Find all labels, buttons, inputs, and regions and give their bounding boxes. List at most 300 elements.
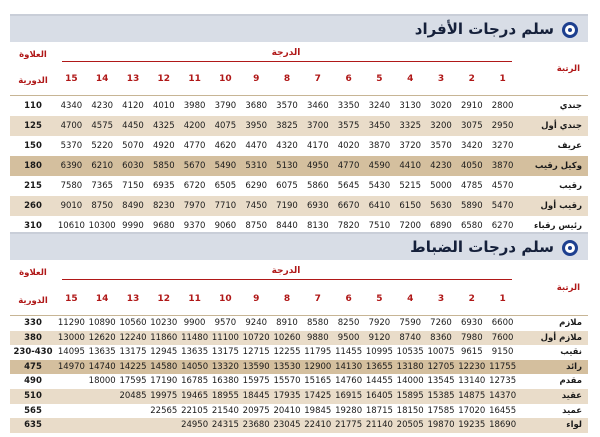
salary-cell: 13175 bbox=[211, 347, 239, 358]
salary-cell: 12705 bbox=[427, 361, 455, 372]
table-header-row bbox=[10, 44, 588, 96]
salary-cell: 8230 bbox=[152, 201, 175, 211]
salary-cell: 13175 bbox=[119, 347, 147, 358]
degree-number: 10 bbox=[219, 74, 232, 84]
degree-number: 10 bbox=[219, 294, 232, 304]
allowance-header-line1: العلاوة bbox=[19, 50, 47, 60]
salary-cell: 20975 bbox=[242, 405, 270, 416]
salary-cell: 17595 bbox=[119, 376, 147, 387]
salary-cell: 6720 bbox=[183, 181, 206, 191]
salary-cell: 5370 bbox=[60, 141, 83, 151]
salary-cell: 6580 bbox=[460, 221, 483, 231]
salary-cell: 7980 bbox=[460, 332, 483, 343]
salary-cell: 21540 bbox=[211, 405, 239, 416]
allowance-cell: 565 bbox=[24, 405, 42, 416]
salary-cell: 5850 bbox=[152, 161, 175, 171]
degree-number: 15 bbox=[65, 294, 78, 304]
salary-cell: 3270 bbox=[491, 141, 514, 151]
salary-cell: 4075 bbox=[214, 121, 237, 131]
salary-cell: 4575 bbox=[91, 121, 114, 131]
rank-cell: لواء bbox=[566, 420, 582, 431]
allowance-cell: 110 bbox=[24, 101, 42, 111]
salary-cell: 3680 bbox=[245, 101, 268, 111]
salary-cell: 12255 bbox=[273, 347, 301, 358]
salary-cell: 3870 bbox=[491, 161, 514, 171]
salary-cell: 19845 bbox=[304, 405, 332, 416]
salary-cell: 5220 bbox=[91, 141, 114, 151]
officers-title-bar bbox=[10, 232, 588, 260]
salary-cell: 4570 bbox=[491, 181, 514, 191]
salary-cell: 7820 bbox=[337, 221, 360, 231]
salary-cell: 4320 bbox=[276, 141, 298, 151]
degree-number: 2 bbox=[468, 294, 475, 304]
salary-cell: 17935 bbox=[273, 391, 301, 401]
salary-cell: 4325 bbox=[152, 121, 175, 131]
rank-cell: عميد bbox=[562, 405, 582, 416]
individuals-table-title: سلم درجات الأفراد bbox=[414, 20, 554, 38]
salary-cell: 2910 bbox=[460, 101, 483, 111]
rank-cell: جندي أول bbox=[541, 121, 582, 131]
degree-number: 7 bbox=[314, 294, 321, 304]
salary-cell: 11480 bbox=[181, 332, 209, 343]
salary-cell: 7200 bbox=[399, 221, 422, 231]
salary-cell: 2800 bbox=[491, 101, 514, 111]
salary-cell: 20505 bbox=[396, 420, 424, 431]
salary-cell: 7450 bbox=[245, 201, 268, 211]
salary-cell: 10995 bbox=[365, 347, 393, 358]
salary-cell: 11290 bbox=[57, 318, 85, 328]
salary-cell: 13635 bbox=[88, 347, 116, 358]
rank-cell: عريف bbox=[557, 141, 582, 151]
degree-number: 6 bbox=[345, 74, 352, 84]
table-row bbox=[10, 176, 588, 196]
salary-cell: 23045 bbox=[273, 420, 301, 431]
allowance-header-line2: الدورية bbox=[18, 296, 48, 306]
salary-cell: 4770 bbox=[337, 161, 360, 171]
salary-cell: 9150 bbox=[491, 347, 514, 358]
salary-cell: 16455 bbox=[489, 405, 517, 416]
salary-cell: 16380 bbox=[211, 376, 239, 387]
salary-cell: 18150 bbox=[396, 405, 424, 416]
salary-cell: 3700 bbox=[306, 121, 329, 131]
salary-cell: 14050 bbox=[181, 361, 209, 372]
allowance-cell: 475 bbox=[24, 361, 42, 372]
salary-cell: 17585 bbox=[427, 405, 455, 416]
rank-header: الرتبة bbox=[556, 283, 580, 293]
table-row bbox=[10, 156, 588, 176]
salary-cell: 6210 bbox=[91, 161, 114, 171]
allowance-cell: 310 bbox=[24, 221, 42, 231]
salary-cell: 18955 bbox=[211, 391, 239, 401]
degree-divider-line bbox=[62, 279, 512, 280]
salary-cell: 11100 bbox=[211, 332, 239, 343]
salary-cell: 3870 bbox=[368, 141, 391, 151]
salary-cell: 6930 bbox=[306, 201, 329, 211]
salary-cell: 7970 bbox=[183, 201, 206, 211]
rank-cell: جندي bbox=[559, 101, 582, 111]
salary-cell: 19280 bbox=[335, 405, 363, 416]
salary-cell: 9060 bbox=[214, 221, 237, 231]
individuals-title-bar bbox=[10, 14, 588, 42]
salary-cell: 4120 bbox=[122, 101, 144, 111]
degree-divider-line bbox=[62, 61, 512, 62]
salary-cell: 19975 bbox=[150, 391, 178, 401]
salary-cell: 6930 bbox=[460, 318, 483, 328]
table-row bbox=[10, 345, 588, 360]
salary-cell: 4770 bbox=[183, 141, 206, 151]
salary-cell: 13000 bbox=[57, 332, 85, 343]
salary-cell: 13530 bbox=[273, 361, 301, 372]
salary-cell: 13655 bbox=[365, 361, 393, 372]
salary-cell: 9900 bbox=[183, 318, 206, 328]
degree-number: 6 bbox=[345, 294, 352, 304]
salary-cell: 11795 bbox=[304, 347, 332, 358]
salary-cell: 3075 bbox=[460, 121, 483, 131]
salary-cell: 3420 bbox=[460, 141, 483, 151]
salary-cell: 7580 bbox=[60, 181, 83, 191]
salary-cell: 7190 bbox=[276, 201, 298, 211]
allowance-cell: 125 bbox=[24, 121, 42, 131]
salary-cell: 3950 bbox=[245, 121, 268, 131]
salary-cell: 6890 bbox=[430, 221, 452, 231]
salary-cell: 12230 bbox=[458, 361, 486, 372]
salary-cell: 8250 bbox=[337, 318, 360, 328]
salary-cell: 17020 bbox=[458, 405, 486, 416]
degree-number: 11 bbox=[188, 294, 201, 304]
salary-cell: 14130 bbox=[335, 361, 363, 372]
salary-cell: 5430 bbox=[368, 181, 391, 191]
allowance-cell: 380 bbox=[24, 332, 42, 343]
degree-number: 5 bbox=[376, 294, 383, 304]
salary-cell: 7365 bbox=[91, 181, 114, 191]
salary-cell: 6150 bbox=[399, 201, 422, 211]
salary-cell: 5470 bbox=[491, 201, 514, 211]
salary-cell: 3460 bbox=[306, 101, 329, 111]
salary-cell: 10230 bbox=[150, 318, 178, 328]
table-row bbox=[10, 331, 588, 346]
salary-cell: 4170 bbox=[306, 141, 329, 151]
salary-cell: 4590 bbox=[368, 161, 391, 171]
salary-cell: 10300 bbox=[88, 221, 116, 231]
salary-cell: 5630 bbox=[430, 201, 452, 211]
table-row bbox=[10, 316, 588, 331]
table-row bbox=[10, 374, 588, 389]
degree-number: 4 bbox=[407, 74, 414, 84]
degree-number: 13 bbox=[126, 294, 140, 304]
salary-cell: 14000 bbox=[396, 376, 424, 387]
salary-cell: 10260 bbox=[273, 332, 301, 343]
salary-cell: 24315 bbox=[211, 420, 239, 431]
salary-cell: 4950 bbox=[306, 161, 329, 171]
salary-cell: 14095 bbox=[57, 347, 85, 358]
salary-cell: 21140 bbox=[365, 420, 393, 431]
salary-cell: 13140 bbox=[458, 376, 486, 387]
salary-cell: 14875 bbox=[458, 391, 486, 401]
rank-cell: ملازم bbox=[559, 318, 582, 328]
salary-cell: 7710 bbox=[214, 201, 237, 211]
salary-cell: 8490 bbox=[122, 201, 144, 211]
circle-bullet-icon bbox=[562, 22, 578, 38]
salary-cell: 12715 bbox=[242, 347, 270, 358]
salary-cell: 14760 bbox=[335, 376, 363, 387]
salary-cell: 3450 bbox=[368, 121, 391, 131]
salary-cell: 7920 bbox=[368, 318, 391, 328]
salary-cell: 11755 bbox=[489, 361, 517, 372]
allowance-cell: 490 bbox=[24, 376, 42, 387]
degree-number: 7 bbox=[314, 74, 321, 84]
allowance-cell: 260 bbox=[24, 201, 42, 211]
salary-cell: 7510 bbox=[368, 221, 391, 231]
salary-cell: 8740 bbox=[399, 332, 422, 343]
salary-cell: 14225 bbox=[119, 361, 147, 372]
salary-cell: 8580 bbox=[306, 318, 329, 328]
officers-table-title: سلم درجات الضباط bbox=[410, 238, 554, 256]
salary-cell: 13635 bbox=[181, 347, 209, 358]
rank-cell: وكيل رقيب bbox=[534, 161, 582, 171]
salary-cell: 4785 bbox=[460, 181, 483, 191]
salary-cell: 15385 bbox=[427, 391, 455, 401]
degree-number: 4 bbox=[407, 294, 414, 304]
allowance-cell: 635 bbox=[24, 420, 42, 431]
salary-cell: 4620 bbox=[214, 141, 237, 151]
officers-salary-panel bbox=[10, 232, 588, 430]
salary-cell: 4450 bbox=[122, 121, 144, 131]
salary-cell: 10535 bbox=[396, 347, 424, 358]
salary-cell: 18715 bbox=[365, 405, 393, 416]
salary-cell: 3350 bbox=[337, 101, 360, 111]
salary-cell: 19235 bbox=[458, 420, 486, 431]
salary-cell: 4230 bbox=[91, 101, 114, 111]
degree-number: 2 bbox=[468, 74, 475, 84]
salary-cell: 8360 bbox=[430, 332, 452, 343]
rank-cell: رقيب أول bbox=[540, 201, 582, 211]
salary-cell: 3980 bbox=[183, 101, 206, 111]
table-header-row bbox=[10, 262, 588, 316]
salary-cell: 17190 bbox=[150, 376, 178, 387]
salary-cell: 10075 bbox=[427, 347, 455, 358]
salary-cell: 18445 bbox=[242, 391, 270, 401]
salary-cell: 5130 bbox=[276, 161, 298, 171]
allowance-cell: 180 bbox=[24, 161, 42, 171]
salary-cell: 9880 bbox=[306, 332, 329, 343]
salary-cell: 4340 bbox=[60, 101, 83, 111]
table-row bbox=[10, 389, 588, 404]
salary-cell: 7590 bbox=[399, 318, 422, 328]
salary-cell: 12735 bbox=[489, 376, 517, 387]
table-row bbox=[10, 196, 588, 216]
table-row bbox=[10, 404, 588, 419]
salary-cell: 13180 bbox=[396, 361, 424, 372]
degree-number: 12 bbox=[157, 294, 171, 304]
salary-cell: 4700 bbox=[60, 121, 83, 131]
salary-cell: 12620 bbox=[88, 332, 116, 343]
salary-cell: 4050 bbox=[460, 161, 483, 171]
degree-header: الدرجة bbox=[271, 48, 301, 58]
salary-cell: 14455 bbox=[365, 376, 393, 387]
salary-cell: 19465 bbox=[181, 391, 209, 401]
salary-cell: 21775 bbox=[335, 420, 363, 431]
table-row bbox=[10, 116, 588, 136]
salary-cell: 9990 bbox=[122, 221, 144, 231]
rank-cell: نقيب bbox=[560, 347, 582, 358]
salary-cell: 17425 bbox=[304, 391, 332, 401]
salary-cell: 3200 bbox=[430, 121, 452, 131]
salary-cell: 4200 bbox=[183, 121, 206, 131]
salary-cell: 5310 bbox=[245, 161, 268, 171]
allowance-header-line2: الدورية bbox=[18, 76, 48, 86]
salary-cell: 9570 bbox=[214, 318, 237, 328]
salary-cell: 3240 bbox=[368, 101, 391, 111]
degree-number: 14 bbox=[95, 294, 109, 304]
degree-number: 3 bbox=[437, 294, 445, 304]
degree-number: 9 bbox=[253, 74, 260, 84]
salary-cell: 13590 bbox=[242, 361, 270, 372]
salary-cell: 8440 bbox=[276, 221, 298, 231]
degree-number: 15 bbox=[65, 74, 78, 84]
salary-cell: 14970 bbox=[57, 361, 85, 372]
salary-cell: 3130 bbox=[399, 101, 422, 111]
salary-cell: 10720 bbox=[242, 332, 270, 343]
salary-cell: 5645 bbox=[337, 181, 360, 191]
rank-cell: رئيس رقباء bbox=[534, 221, 582, 231]
salary-cell: 5490 bbox=[214, 161, 237, 171]
table-row bbox=[10, 136, 588, 156]
salary-cell: 9240 bbox=[245, 318, 268, 328]
salary-cell: 11455 bbox=[335, 347, 363, 358]
table-row bbox=[10, 96, 588, 116]
salary-cell: 3570 bbox=[430, 141, 452, 151]
salary-cell: 9500 bbox=[337, 332, 360, 343]
salary-cell: 4020 bbox=[337, 141, 360, 151]
salary-cell: 18000 bbox=[88, 376, 116, 387]
salary-cell: 3570 bbox=[276, 101, 298, 111]
salary-cell: 10610 bbox=[57, 221, 85, 231]
salary-cell: 22410 bbox=[304, 420, 332, 431]
salary-cell: 4410 bbox=[399, 161, 422, 171]
allowance-cell: 150 bbox=[24, 141, 42, 151]
degree-number: 14 bbox=[95, 74, 109, 84]
degree-number: 9 bbox=[253, 294, 260, 304]
salary-cell: 7600 bbox=[491, 332, 514, 343]
rank-cell: ملازم أول bbox=[540, 332, 582, 343]
salary-cell: 4010 bbox=[152, 101, 175, 111]
salary-cell: 3575 bbox=[337, 121, 360, 131]
salary-cell: 20410 bbox=[273, 405, 301, 416]
salary-cell: 22105 bbox=[181, 405, 209, 416]
salary-cell: 16405 bbox=[365, 391, 393, 401]
salary-cell: 9010 bbox=[60, 201, 83, 211]
salary-cell: 5860 bbox=[306, 181, 329, 191]
salary-cell: 19870 bbox=[427, 420, 455, 431]
salary-cell: 15570 bbox=[273, 376, 301, 387]
rank-header: الرتبة bbox=[556, 64, 580, 74]
salary-cell: 3020 bbox=[430, 101, 452, 111]
allowance-cell: 215 bbox=[24, 181, 42, 191]
salary-cell: 4470 bbox=[245, 141, 268, 151]
salary-cell: 10890 bbox=[88, 318, 116, 328]
salary-cell: 6075 bbox=[276, 181, 298, 191]
degree-number: 1 bbox=[499, 294, 506, 304]
salary-cell: 5670 bbox=[183, 161, 206, 171]
salary-cell: 12900 bbox=[304, 361, 332, 372]
salary-cell: 5000 bbox=[430, 181, 452, 191]
salary-cell: 15165 bbox=[304, 376, 332, 387]
circle-bullet-icon bbox=[562, 240, 578, 256]
salary-cell: 6670 bbox=[337, 201, 360, 211]
salary-cell: 9615 bbox=[460, 347, 483, 358]
salary-cell: 6410 bbox=[368, 201, 391, 211]
salary-cell: 5215 bbox=[399, 181, 422, 191]
salary-cell: 8750 bbox=[91, 201, 114, 211]
table-row bbox=[10, 360, 588, 375]
degree-number: 5 bbox=[376, 74, 383, 84]
degree-number: 12 bbox=[157, 74, 171, 84]
salary-cell: 15895 bbox=[396, 391, 424, 401]
salary-cell: 7260 bbox=[430, 318, 452, 328]
rank-cell: عقيد bbox=[561, 391, 582, 401]
degree-header: الدرجة bbox=[271, 266, 301, 276]
salary-cell: 6290 bbox=[245, 181, 268, 191]
rank-cell: مقدم bbox=[559, 376, 582, 387]
salary-cell: 14580 bbox=[150, 361, 178, 372]
allowance-cell: 510 bbox=[24, 391, 42, 401]
salary-cell: 5070 bbox=[122, 141, 144, 151]
salary-cell: 3790 bbox=[214, 101, 237, 111]
salary-cell: 3720 bbox=[399, 141, 422, 151]
salary-cell: 3825 bbox=[276, 121, 298, 131]
degree-number: 8 bbox=[283, 74, 291, 84]
rank-cell: رقيب bbox=[559, 181, 582, 191]
salary-cell: 10560 bbox=[119, 318, 147, 328]
salary-cell: 4230 bbox=[430, 161, 452, 171]
salary-cell: 16785 bbox=[181, 376, 209, 387]
salary-cell: 3325 bbox=[399, 121, 422, 131]
salary-cell: 12945 bbox=[150, 347, 178, 358]
allowance-cell: 330 bbox=[24, 318, 42, 328]
salary-cell: 7150 bbox=[122, 181, 144, 191]
salary-cell: 20485 bbox=[119, 391, 147, 401]
salary-cell: 8910 bbox=[276, 318, 298, 328]
salary-cell: 6600 bbox=[491, 318, 514, 328]
salary-cell: 15975 bbox=[242, 376, 270, 387]
allowance-header-line1: العلاوة bbox=[19, 268, 47, 278]
salary-cell: 9120 bbox=[368, 332, 391, 343]
degree-number: 11 bbox=[188, 74, 201, 84]
salary-cell: 6270 bbox=[491, 221, 514, 231]
degree-number: 8 bbox=[283, 294, 291, 304]
allowance-cell: 230-430 bbox=[13, 347, 53, 358]
degree-number: 13 bbox=[126, 74, 140, 84]
salary-cell: 9680 bbox=[152, 221, 175, 231]
table-row bbox=[10, 418, 588, 433]
salary-cell: 13545 bbox=[427, 376, 455, 387]
salary-cell: 6390 bbox=[60, 161, 83, 171]
salary-cell: 4920 bbox=[152, 141, 175, 151]
salary-cell: 13320 bbox=[211, 361, 239, 372]
salary-cell: 18690 bbox=[489, 420, 517, 431]
salary-cell: 9370 bbox=[183, 221, 206, 231]
salary-cell: 2950 bbox=[491, 121, 514, 131]
salary-cell: 6030 bbox=[122, 161, 144, 171]
salary-cell: 14370 bbox=[489, 391, 517, 401]
salary-cell: 8130 bbox=[306, 221, 329, 231]
rank-cell: رائد bbox=[566, 361, 582, 372]
degree-number: 3 bbox=[437, 74, 445, 84]
individuals-salary-panel bbox=[10, 14, 588, 231]
salary-cell: 14740 bbox=[88, 361, 116, 372]
salary-cell: 11860 bbox=[150, 332, 178, 343]
salary-cell: 8750 bbox=[245, 221, 268, 231]
